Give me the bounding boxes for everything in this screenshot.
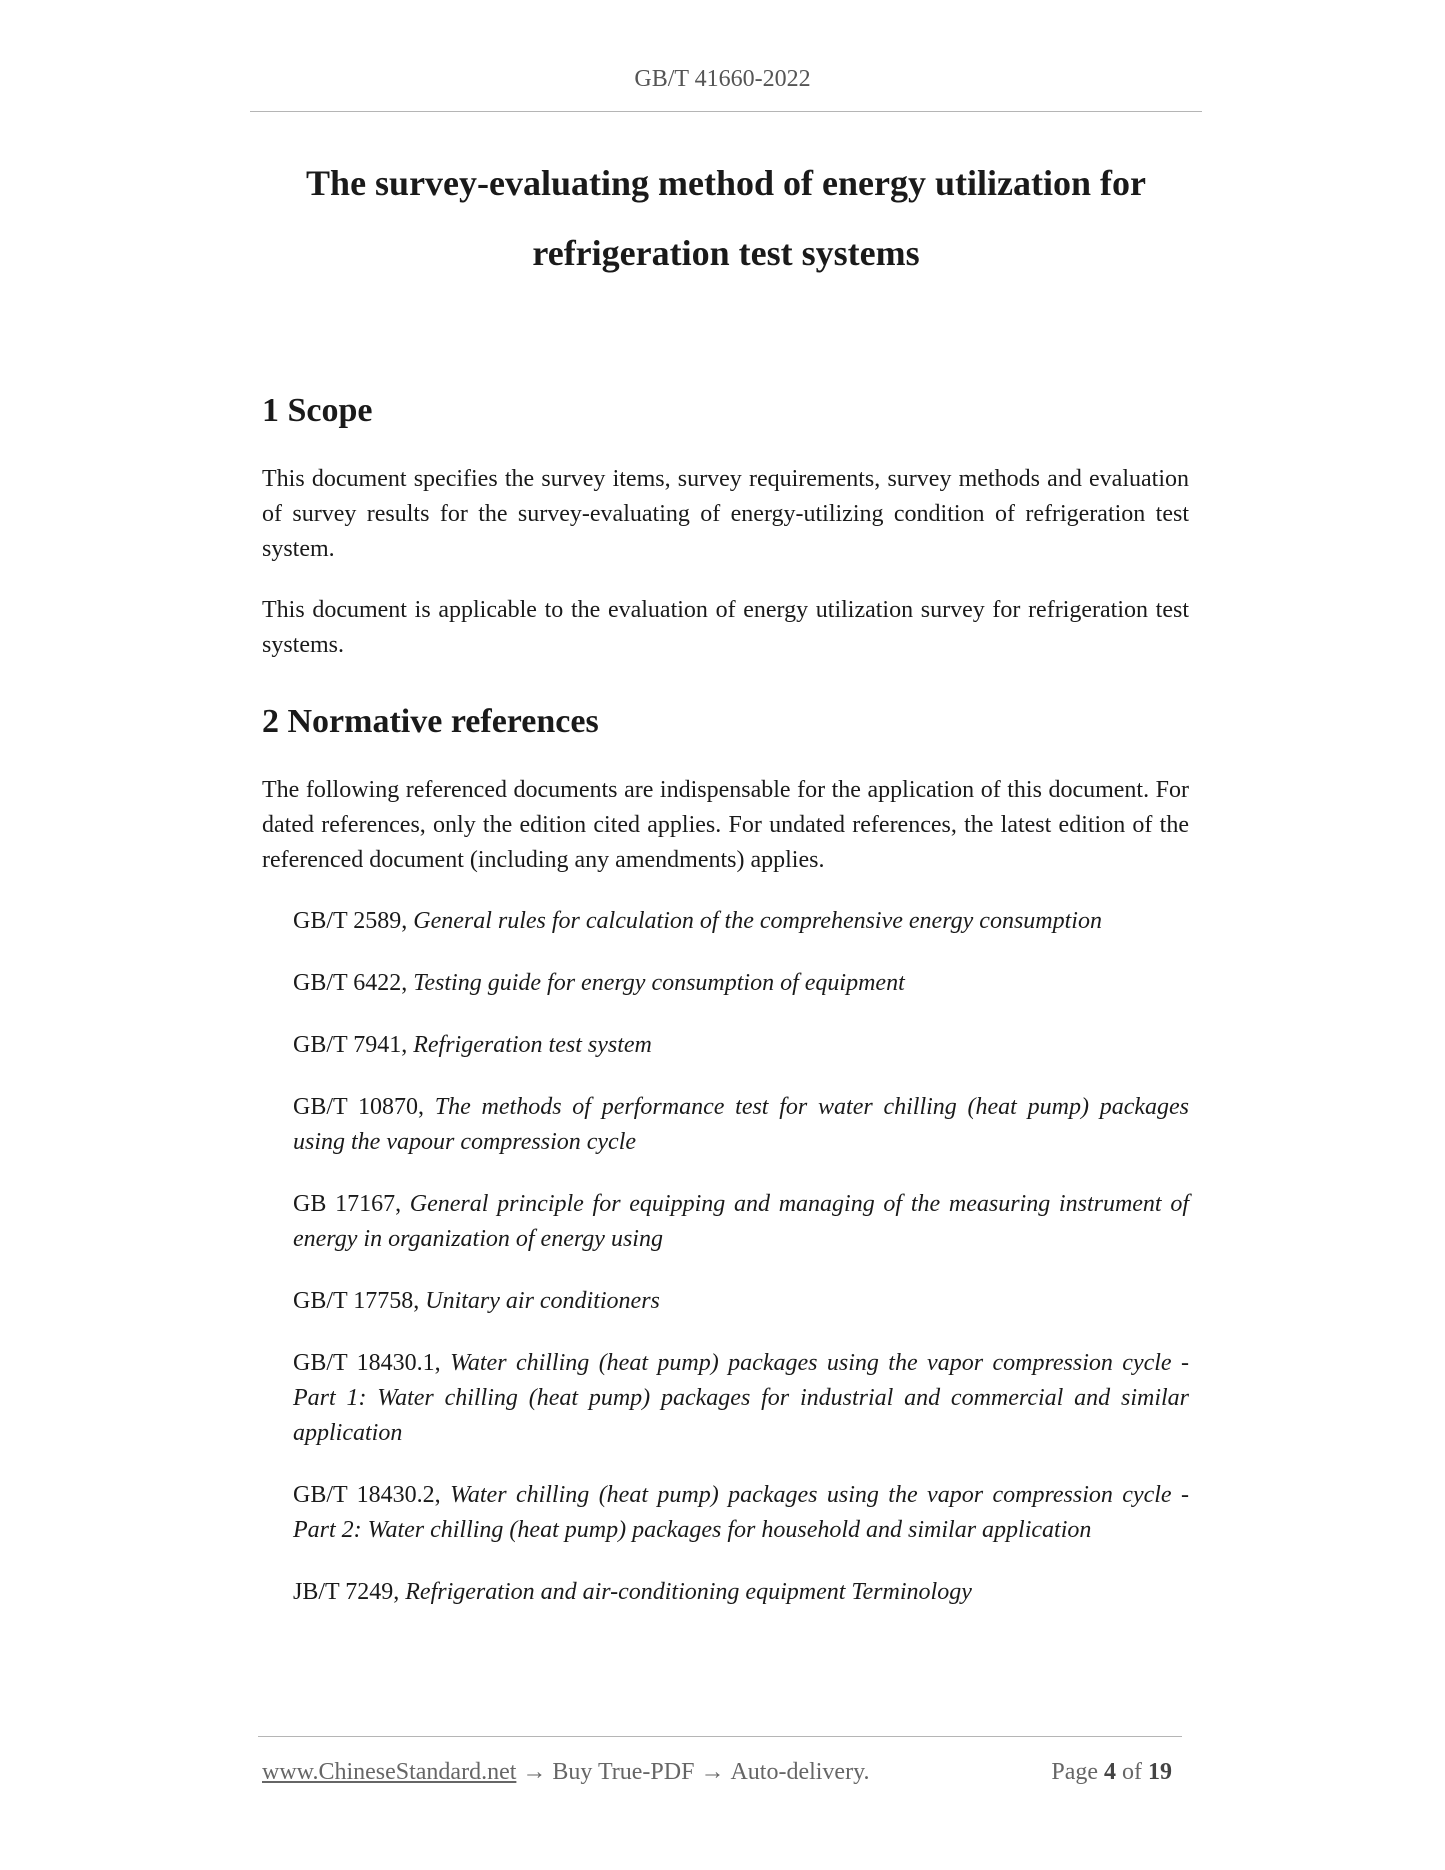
reference-title: Water chilling (heat pump) packages using the vapor compression cycle - Part 2: Water chilling (heat pump) packages for household and similar application xyxy=(293,1482,1190,1543)
page-label: Page xyxy=(1051,1759,1098,1785)
reference-item xyxy=(293,1346,1189,1451)
document-title xyxy=(250,148,1202,288)
reference-item xyxy=(293,966,1189,1001)
arrow-right-icon: → xyxy=(522,1759,547,1785)
reference-code: GB/T 2589, xyxy=(293,908,414,934)
arrow-right-icon: → xyxy=(700,1759,725,1785)
scope-paragraph: This document specifies the survey items, survey requirements, survey methods and evaluation of survey results for the survey-evaluating of energy-utilizing condition of refrigeration test system. xyxy=(262,466,1189,562)
reference-title: Unitary air conditioners xyxy=(425,1288,660,1314)
standard-code-header: GB/T 41660-2022 xyxy=(634,66,811,92)
reference-code: GB 17167, xyxy=(293,1191,410,1217)
reference-item xyxy=(293,1284,1189,1319)
reference-item xyxy=(293,1090,1189,1160)
section-heading-normative-references: 2 Normative references xyxy=(262,703,599,740)
reference-title: Refrigeration test system xyxy=(413,1032,652,1058)
scope-paragraph: This document is applicable to the evaluation of energy utilization survey for refrigeration test systems. xyxy=(262,597,1189,658)
normative-intro-paragraph: The following referenced documents are indispensable for the application of this document. For dated references, only the edition cited applies. For undated references, the latest edition of the referenced document (including any amendments) applies. xyxy=(262,777,1189,873)
page-of-label: of xyxy=(1122,1759,1142,1785)
footer-divider xyxy=(258,1736,1182,1737)
website-link[interactable]: www.ChineseStandard.net xyxy=(262,1759,517,1785)
reference-code: GB/T 17758, xyxy=(293,1288,426,1314)
reference-title: The methods of performance test for water chilling (heat pump) packages using the vapour compression cycle xyxy=(293,1094,1190,1155)
reference-item xyxy=(293,904,1189,939)
reference-item xyxy=(293,1575,1189,1610)
reference-code: JB/T 7249, xyxy=(293,1579,406,1605)
page-indicator xyxy=(1051,1756,1178,1788)
reference-title: Testing guide for energy consumption of equipment xyxy=(413,970,905,996)
buy-true-pdf-text: Buy True-PDF xyxy=(552,1759,695,1785)
reference-item xyxy=(293,1478,1189,1548)
reference-code: GB/T 7941, xyxy=(293,1032,414,1058)
current-page-number: 4 xyxy=(1104,1759,1116,1785)
section-spacer xyxy=(262,689,1189,697)
header-divider xyxy=(250,111,1202,112)
reference-item xyxy=(293,1187,1189,1257)
section-heading-scope: 1 Scope xyxy=(262,392,373,429)
document-title-line-1: The survey-evaluating method of energy utilization for xyxy=(306,163,1146,203)
document-title-line-2: refrigeration test systems xyxy=(532,233,920,273)
reference-title: Water chilling (heat pump) packages using the vapor compression cycle - Part 1: Water chilling (heat pump) packages for industrial and commercial and similar application xyxy=(293,1350,1190,1446)
reference-item xyxy=(293,1028,1189,1063)
reference-title: Refrigeration and air-conditioning equipment Terminology xyxy=(405,1579,972,1605)
auto-delivery-text: Auto-delivery. xyxy=(730,1759,870,1785)
reference-title: General rules for calculation of the comprehensive energy consumption xyxy=(413,908,1102,934)
reference-code: GB/T 18430.2, xyxy=(293,1482,451,1508)
footer-promo xyxy=(262,1756,870,1788)
reference-code: GB/T 6422, xyxy=(293,970,414,996)
reference-code: GB/T 10870, xyxy=(293,1094,435,1120)
document-body xyxy=(262,386,1189,1637)
reference-list xyxy=(262,904,1189,1610)
reference-title: General principle for equipping and managing of the measuring instrument of energy in organization of energy using xyxy=(293,1191,1189,1252)
reference-code: GB/T 18430.1, xyxy=(293,1350,451,1376)
total-page-number: 19 xyxy=(1148,1759,1172,1785)
